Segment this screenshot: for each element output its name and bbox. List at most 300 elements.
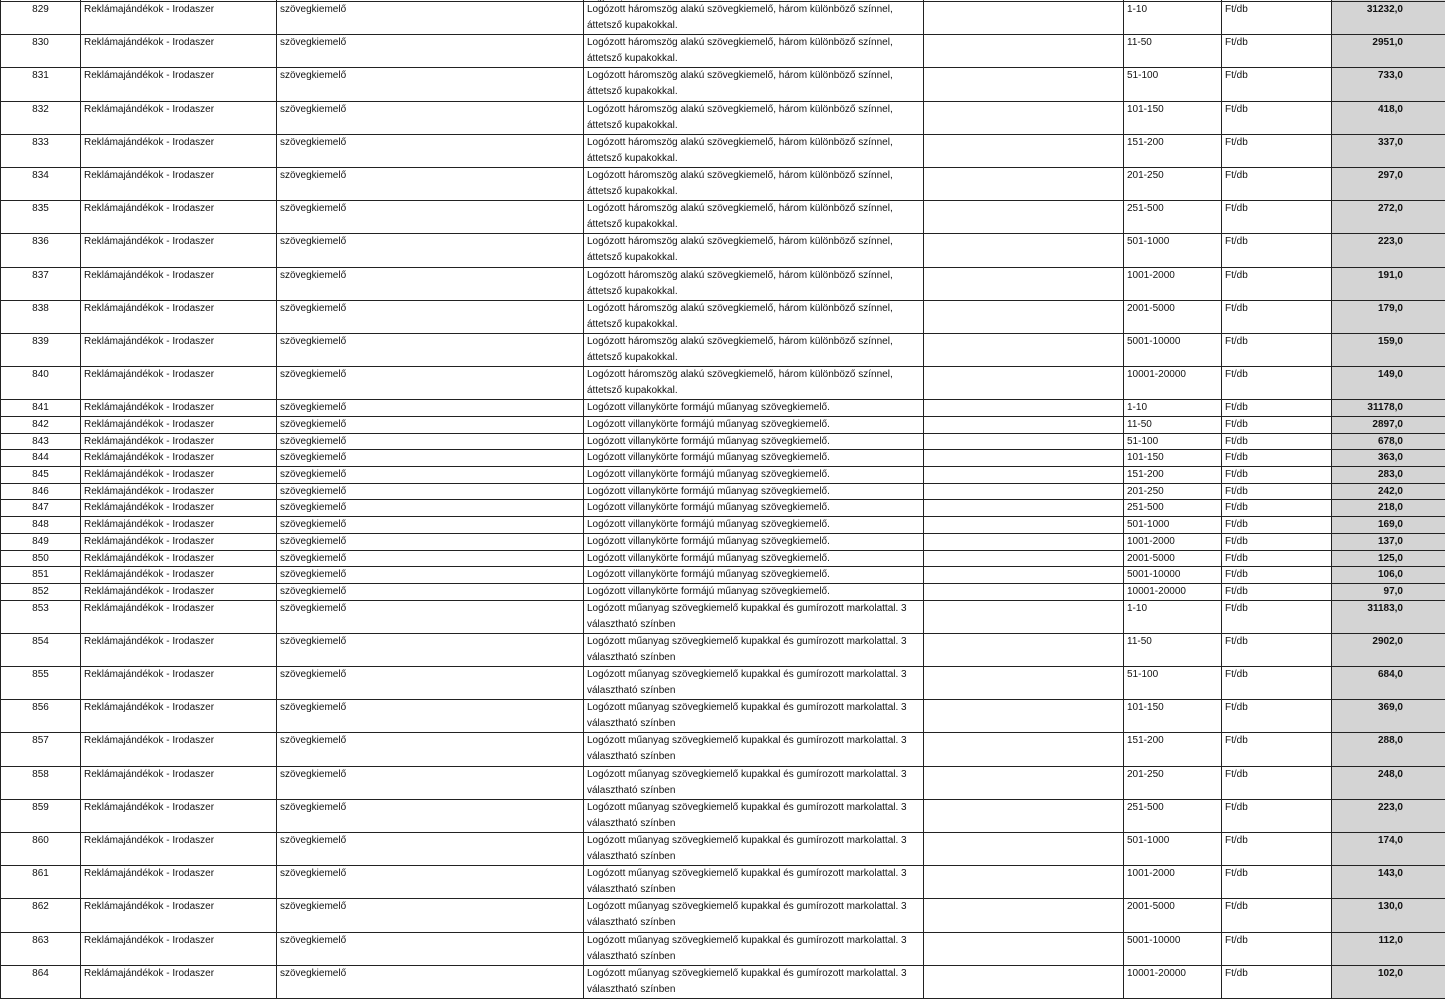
table-row: [1, 965, 1445, 998]
row-description: Logózott villanykörte formájú műanyag szövegkiemelő.: [584, 517, 924, 534]
table-row: [1, 550, 1445, 567]
row-type: szövegkiemelő: [277, 899, 584, 932]
row-price: 418,0: [1332, 101, 1445, 134]
row-id: 863: [1, 932, 81, 965]
row-id: 859: [1, 799, 81, 832]
row-price: 31183,0: [1332, 600, 1445, 633]
table-row: [1, 500, 1445, 517]
row-id: 832: [1, 101, 81, 134]
row-category: Reklámajándékok - Irodaszer: [81, 367, 277, 400]
row-quantity: 5001-10000: [1124, 333, 1222, 366]
row-type: szövegkiemelő: [277, 766, 584, 799]
row-price: 242,0: [1332, 483, 1445, 500]
row-type: szövegkiemelő: [277, 633, 584, 666]
row-quantity: 11-50: [1124, 35, 1222, 68]
row-id: 835: [1, 201, 81, 234]
row-price: 369,0: [1332, 700, 1445, 733]
row-id: 837: [1, 267, 81, 300]
row-category: Reklámajándékok - Irodaszer: [81, 134, 277, 167]
row-unit: Ft/db: [1222, 667, 1332, 700]
row-empty: [924, 533, 1124, 550]
row-id: 840: [1, 367, 81, 400]
table-row: [1, 167, 1445, 200]
table-row: [1, 416, 1445, 433]
row-unit: Ft/db: [1222, 567, 1332, 584]
table-row: [1, 367, 1445, 400]
row-category: Reklámajándékok - Irodaszer: [81, 500, 277, 517]
row-type: szövegkiemelő: [277, 833, 584, 866]
row-quantity: 1-10: [1124, 600, 1222, 633]
row-description: Logózott villanykörte formájú műanyag szövegkiemelő.: [584, 400, 924, 417]
table-row: [1, 567, 1445, 584]
row-empty: [924, 416, 1124, 433]
row-empty: [924, 500, 1124, 517]
row-type: szövegkiemelő: [277, 201, 584, 234]
table-body: [1, 0, 1445, 998]
row-unit: Ft/db: [1222, 965, 1332, 998]
row-unit: Ft/db: [1222, 766, 1332, 799]
row-unit: Ft/db: [1222, 433, 1332, 450]
row-category: Reklámajándékok - Irodaszer: [81, 333, 277, 366]
row-price: 223,0: [1332, 234, 1445, 267]
row-category: Reklámajándékok - Irodaszer: [81, 932, 277, 965]
row-type: szövegkiemelő: [277, 866, 584, 899]
table-row: [1, 400, 1445, 417]
row-category: Reklámajándékok - Irodaszer: [81, 567, 277, 584]
row-description: Logózott háromszög alakú szövegkiemelő, három különböző színnel, áttetsző kupakokkal.: [584, 167, 924, 200]
row-id: 864: [1, 965, 81, 998]
row-unit: Ft/db: [1222, 400, 1332, 417]
row-price: 31178,0: [1332, 400, 1445, 417]
row-empty: [924, 899, 1124, 932]
row-description: Logózott műanyag szövegkiemelő kupakkal és gumírozott markolattal. 3 választható színben: [584, 700, 924, 733]
row-id: 860: [1, 833, 81, 866]
row-description: Logózott műanyag szövegkiemelő kupakkal és gumírozott markolattal. 3 választható színben: [584, 833, 924, 866]
row-description: Logózott műanyag szövegkiemelő kupakkal és gumírozott markolattal. 3 választható színben: [584, 733, 924, 766]
row-unit: Ft/db: [1222, 700, 1332, 733]
table-row: [1, 2, 1445, 35]
row-id: 852: [1, 583, 81, 600]
row-quantity: 201-250: [1124, 766, 1222, 799]
row-category: Reklámajándékok - Irodaszer: [81, 766, 277, 799]
table-row: [1, 833, 1445, 866]
row-id: 853: [1, 600, 81, 633]
row-quantity: 1-10: [1124, 400, 1222, 417]
row-empty: [924, 517, 1124, 534]
table-row: [1, 600, 1445, 633]
row-category: Reklámajándékok - Irodaszer: [81, 866, 277, 899]
row-quantity: 201-250: [1124, 167, 1222, 200]
row-empty: [924, 932, 1124, 965]
row-unit: Ft/db: [1222, 483, 1332, 500]
row-empty: [924, 68, 1124, 101]
row-price: 297,0: [1332, 167, 1445, 200]
row-description: Logózott műanyag szövegkiemelő kupakkal és gumírozott markolattal. 3 választható színben: [584, 965, 924, 998]
row-unit: Ft/db: [1222, 2, 1332, 35]
row-category: Reklámajándékok - Irodaszer: [81, 633, 277, 666]
table-row: [1, 134, 1445, 167]
table-row: [1, 733, 1445, 766]
row-description: Logózott villanykörte formájú műanyag szövegkiemelő.: [584, 550, 924, 567]
row-unit: Ft/db: [1222, 467, 1332, 484]
row-description: Logózott műanyag szövegkiemelő kupakkal és gumírozott markolattal. 3 választható színben: [584, 866, 924, 899]
row-type: szövegkiemelő: [277, 68, 584, 101]
row-empty: [924, 234, 1124, 267]
row-empty: [924, 267, 1124, 300]
row-id: 855: [1, 667, 81, 700]
row-price: 102,0: [1332, 965, 1445, 998]
row-type: szövegkiemelő: [277, 134, 584, 167]
row-description: Logózott villanykörte formájú műanyag szövegkiemelő.: [584, 483, 924, 500]
row-quantity: 51-100: [1124, 433, 1222, 450]
table-row: [1, 932, 1445, 965]
row-description: Logózott háromszög alakú szövegkiemelő, három különböző színnel, áttetsző kupakokkal.: [584, 35, 924, 68]
table-row: [1, 333, 1445, 366]
row-quantity: 501-1000: [1124, 833, 1222, 866]
row-description: Logózott villanykörte formájú műanyag szövegkiemelő.: [584, 433, 924, 450]
row-quantity: 151-200: [1124, 134, 1222, 167]
row-unit: Ft/db: [1222, 932, 1332, 965]
table-row: [1, 633, 1445, 666]
row-type: szövegkiemelő: [277, 300, 584, 333]
row-id: 862: [1, 899, 81, 932]
row-category: Reklámajándékok - Irodaszer: [81, 550, 277, 567]
row-price: 2951,0: [1332, 35, 1445, 68]
row-quantity: 2001-5000: [1124, 550, 1222, 567]
row-category: Reklámajándékok - Irodaszer: [81, 35, 277, 68]
row-quantity: 501-1000: [1124, 234, 1222, 267]
row-quantity: 1001-2000: [1124, 866, 1222, 899]
row-category: Reklámajándékok - Irodaszer: [81, 2, 277, 35]
row-category: Reklámajándékok - Irodaszer: [81, 667, 277, 700]
row-description: Logózott műanyag szövegkiemelő kupakkal és gumírozott markolattal. 3 választható színben: [584, 799, 924, 832]
row-price: 143,0: [1332, 866, 1445, 899]
row-type: szövegkiemelő: [277, 667, 584, 700]
row-empty: [924, 201, 1124, 234]
row-category: Reklámajándékok - Irodaszer: [81, 400, 277, 417]
row-id: 861: [1, 866, 81, 899]
row-empty: [924, 733, 1124, 766]
row-id: 834: [1, 167, 81, 200]
row-id: 845: [1, 467, 81, 484]
row-description: Logózott műanyag szövegkiemelő kupakkal és gumírozott markolattal. 3 választható színben: [584, 600, 924, 633]
row-id: 851: [1, 567, 81, 584]
row-id: 839: [1, 333, 81, 366]
row-unit: Ft/db: [1222, 450, 1332, 467]
row-quantity: 11-50: [1124, 633, 1222, 666]
row-price: 112,0: [1332, 932, 1445, 965]
row-price: 678,0: [1332, 433, 1445, 450]
row-category: Reklámajándékok - Irodaszer: [81, 483, 277, 500]
row-description: Logózott háromszög alakú szövegkiemelő, három különböző színnel, áttetsző kupakokkal.: [584, 2, 924, 35]
row-quantity: 10001-20000: [1124, 367, 1222, 400]
row-unit: Ft/db: [1222, 35, 1332, 68]
row-price: 283,0: [1332, 467, 1445, 484]
row-description: Logózott háromszög alakú szövegkiemelő, három különböző színnel, áttetsző kupakokkal.: [584, 134, 924, 167]
row-description: Logózott műanyag szövegkiemelő kupakkal és gumírozott markolattal. 3 választható színben: [584, 633, 924, 666]
row-empty: [924, 567, 1124, 584]
row-id: 858: [1, 766, 81, 799]
table-row: [1, 899, 1445, 932]
row-category: Reklámajándékok - Irodaszer: [81, 899, 277, 932]
row-id: 847: [1, 500, 81, 517]
row-empty: [924, 633, 1124, 666]
row-id: 844: [1, 450, 81, 467]
row-unit: Ft/db: [1222, 733, 1332, 766]
row-unit: Ft/db: [1222, 899, 1332, 932]
row-category: Reklámajándékok - Irodaszer: [81, 433, 277, 450]
row-type: szövegkiemelő: [277, 483, 584, 500]
row-quantity: 151-200: [1124, 733, 1222, 766]
row-empty: [924, 965, 1124, 998]
row-unit: Ft/db: [1222, 333, 1332, 366]
row-price: 179,0: [1332, 300, 1445, 333]
row-empty: [924, 450, 1124, 467]
table-row: [1, 68, 1445, 101]
row-unit: Ft/db: [1222, 201, 1332, 234]
row-type: szövegkiemelő: [277, 367, 584, 400]
row-category: Reklámajándékok - Irodaszer: [81, 68, 277, 101]
row-type: szövegkiemelő: [277, 799, 584, 832]
row-price: 159,0: [1332, 333, 1445, 366]
row-type: szövegkiemelő: [277, 517, 584, 534]
row-quantity: 501-1000: [1124, 517, 1222, 534]
row-empty: [924, 400, 1124, 417]
row-type: szövegkiemelő: [277, 467, 584, 484]
row-empty: [924, 2, 1124, 35]
row-empty: [924, 700, 1124, 733]
row-id: 831: [1, 68, 81, 101]
row-type: szövegkiemelő: [277, 267, 584, 300]
row-description: Logózott villanykörte formájú műanyag szövegkiemelő.: [584, 450, 924, 467]
row-unit: Ft/db: [1222, 833, 1332, 866]
row-price: 2902,0: [1332, 633, 1445, 666]
row-unit: Ft/db: [1222, 300, 1332, 333]
table-row: [1, 35, 1445, 68]
row-price: 191,0: [1332, 267, 1445, 300]
row-unit: Ft/db: [1222, 866, 1332, 899]
table-row: [1, 234, 1445, 267]
row-id: 843: [1, 433, 81, 450]
row-unit: Ft/db: [1222, 416, 1332, 433]
row-price: 31232,0: [1332, 2, 1445, 35]
row-category: Reklámajándékok - Irodaszer: [81, 450, 277, 467]
table-row: [1, 267, 1445, 300]
row-unit: Ft/db: [1222, 234, 1332, 267]
row-unit: Ft/db: [1222, 600, 1332, 633]
row-type: szövegkiemelő: [277, 416, 584, 433]
row-description: Logózott háromszög alakú szövegkiemelő, három különböző színnel, áttetsző kupakokkal.: [584, 201, 924, 234]
row-quantity: 11-50: [1124, 416, 1222, 433]
row-description: Logózott műanyag szövegkiemelő kupakkal és gumírozott markolattal. 3 választható színben: [584, 667, 924, 700]
row-category: Reklámajándékok - Irodaszer: [81, 300, 277, 333]
row-price: 272,0: [1332, 201, 1445, 234]
row-quantity: 101-150: [1124, 450, 1222, 467]
row-unit: Ft/db: [1222, 517, 1332, 534]
table-row: [1, 799, 1445, 832]
row-category: Reklámajándékok - Irodaszer: [81, 517, 277, 534]
row-quantity: 1001-2000: [1124, 267, 1222, 300]
row-quantity: 101-150: [1124, 700, 1222, 733]
row-description: Logózott villanykörte formájú műanyag szövegkiemelő.: [584, 467, 924, 484]
row-category: Reklámajándékok - Irodaszer: [81, 600, 277, 633]
table-row: [1, 517, 1445, 534]
row-id: 838: [1, 300, 81, 333]
row-empty: [924, 467, 1124, 484]
row-unit: Ft/db: [1222, 500, 1332, 517]
row-description: Logózott műanyag szövegkiemelő kupakkal és gumírozott markolattal. 3 választható színben: [584, 766, 924, 799]
row-category: Reklámajándékok - Irodaszer: [81, 167, 277, 200]
row-type: szövegkiemelő: [277, 583, 584, 600]
row-unit: Ft/db: [1222, 533, 1332, 550]
row-type: szövegkiemelő: [277, 234, 584, 267]
row-empty: [924, 167, 1124, 200]
row-id: 829: [1, 2, 81, 35]
row-quantity: 51-100: [1124, 667, 1222, 700]
row-unit: Ft/db: [1222, 167, 1332, 200]
row-quantity: 101-150: [1124, 101, 1222, 134]
table-row: [1, 866, 1445, 899]
row-empty: [924, 766, 1124, 799]
row-quantity: 251-500: [1124, 799, 1222, 832]
table-row: [1, 467, 1445, 484]
row-category: Reklámajándékok - Irodaszer: [81, 965, 277, 998]
row-quantity: 5001-10000: [1124, 567, 1222, 584]
row-type: szövegkiemelő: [277, 433, 584, 450]
row-description: Logózott háromszög alakú szövegkiemelő, három különböző színnel, áttetsző kupakokkal.: [584, 68, 924, 101]
row-empty: [924, 866, 1124, 899]
row-price: 684,0: [1332, 667, 1445, 700]
row-quantity: 10001-20000: [1124, 965, 1222, 998]
row-price: 2897,0: [1332, 416, 1445, 433]
row-category: Reklámajándékok - Irodaszer: [81, 733, 277, 766]
row-empty: [924, 799, 1124, 832]
row-price: 125,0: [1332, 550, 1445, 567]
row-type: szövegkiemelő: [277, 567, 584, 584]
row-unit: Ft/db: [1222, 799, 1332, 832]
row-category: Reklámajándékok - Irodaszer: [81, 533, 277, 550]
row-empty: [924, 101, 1124, 134]
row-type: szövegkiemelő: [277, 35, 584, 68]
row-quantity: 1-10: [1124, 2, 1222, 35]
row-quantity: 201-250: [1124, 483, 1222, 500]
row-price: 174,0: [1332, 833, 1445, 866]
row-empty: [924, 550, 1124, 567]
row-price: 169,0: [1332, 517, 1445, 534]
row-price: 223,0: [1332, 799, 1445, 832]
table-row: [1, 700, 1445, 733]
table-row: [1, 433, 1445, 450]
row-empty: [924, 833, 1124, 866]
row-price: 733,0: [1332, 68, 1445, 101]
row-category: Reklámajándékok - Irodaszer: [81, 267, 277, 300]
row-description: Logózott háromszög alakú szövegkiemelő, három különböző színnel, áttetsző kupakokkal.: [584, 101, 924, 134]
row-quantity: 151-200: [1124, 467, 1222, 484]
row-empty: [924, 35, 1124, 68]
table-row: [1, 583, 1445, 600]
row-type: szövegkiemelő: [277, 965, 584, 998]
row-description: Logózott villanykörte formájú műanyag szövegkiemelő.: [584, 500, 924, 517]
row-price: 248,0: [1332, 766, 1445, 799]
row-id: 856: [1, 700, 81, 733]
row-type: szövegkiemelő: [277, 500, 584, 517]
row-quantity: 5001-10000: [1124, 932, 1222, 965]
row-empty: [924, 333, 1124, 366]
row-quantity: 2001-5000: [1124, 300, 1222, 333]
row-description: Logózott műanyag szövegkiemelő kupakkal és gumírozott markolattal. 3 választható színben: [584, 899, 924, 932]
row-price: 137,0: [1332, 533, 1445, 550]
row-unit: Ft/db: [1222, 583, 1332, 600]
row-empty: [924, 600, 1124, 633]
row-empty: [924, 583, 1124, 600]
row-type: szövegkiemelő: [277, 450, 584, 467]
table-row: [1, 667, 1445, 700]
row-price: 149,0: [1332, 367, 1445, 400]
row-description: Logózott műanyag szövegkiemelő kupakkal és gumírozott markolattal. 3 választható színben: [584, 932, 924, 965]
row-quantity: 51-100: [1124, 68, 1222, 101]
row-category: Reklámajándékok - Irodaszer: [81, 799, 277, 832]
table-row: [1, 533, 1445, 550]
row-empty: [924, 483, 1124, 500]
table-row: [1, 101, 1445, 134]
row-category: Reklámajándékok - Irodaszer: [81, 234, 277, 267]
row-unit: Ft/db: [1222, 134, 1332, 167]
row-category: Reklámajándékok - Irodaszer: [81, 700, 277, 733]
row-unit: Ft/db: [1222, 267, 1332, 300]
row-id: 841: [1, 400, 81, 417]
row-type: szövegkiemelő: [277, 167, 584, 200]
row-type: szövegkiemelő: [277, 550, 584, 567]
row-id: 833: [1, 134, 81, 167]
row-unit: Ft/db: [1222, 633, 1332, 666]
table-row: [1, 450, 1445, 467]
row-price: 363,0: [1332, 450, 1445, 467]
row-empty: [924, 667, 1124, 700]
row-price: 106,0: [1332, 567, 1445, 584]
row-description: Logózott villanykörte formájú műanyag szövegkiemelő.: [584, 533, 924, 550]
row-quantity: 251-500: [1124, 201, 1222, 234]
row-unit: Ft/db: [1222, 367, 1332, 400]
row-quantity: 2001-5000: [1124, 899, 1222, 932]
row-type: szövegkiemelő: [277, 400, 584, 417]
row-type: szövegkiemelő: [277, 2, 584, 35]
row-type: szövegkiemelő: [277, 700, 584, 733]
row-category: Reklámajándékok - Irodaszer: [81, 833, 277, 866]
row-quantity: 251-500: [1124, 500, 1222, 517]
row-description: Logózott háromszög alakú szövegkiemelő, három különböző színnel, áttetsző kupakokkal.: [584, 234, 924, 267]
row-description: Logózott villanykörte formájú műanyag szövegkiemelő.: [584, 416, 924, 433]
row-quantity: 10001-20000: [1124, 583, 1222, 600]
row-empty: [924, 433, 1124, 450]
row-type: szövegkiemelő: [277, 333, 584, 366]
row-price: 337,0: [1332, 134, 1445, 167]
row-type: szövegkiemelő: [277, 600, 584, 633]
row-empty: [924, 367, 1124, 400]
row-category: Reklámajándékok - Irodaszer: [81, 101, 277, 134]
row-price: 288,0: [1332, 733, 1445, 766]
table-row: [1, 201, 1445, 234]
row-description: Logózott háromszög alakú szövegkiemelő, három különböző színnel, áttetsző kupakokkal.: [584, 367, 924, 400]
row-unit: Ft/db: [1222, 550, 1332, 567]
row-description: Logózott villanykörte formájú műanyag szövegkiemelő.: [584, 583, 924, 600]
row-id: 848: [1, 517, 81, 534]
row-id: 857: [1, 733, 81, 766]
row-id: 849: [1, 533, 81, 550]
row-unit: Ft/db: [1222, 68, 1332, 101]
row-type: szövegkiemelő: [277, 733, 584, 766]
row-type: szövegkiemelő: [277, 101, 584, 134]
row-empty: [924, 134, 1124, 167]
